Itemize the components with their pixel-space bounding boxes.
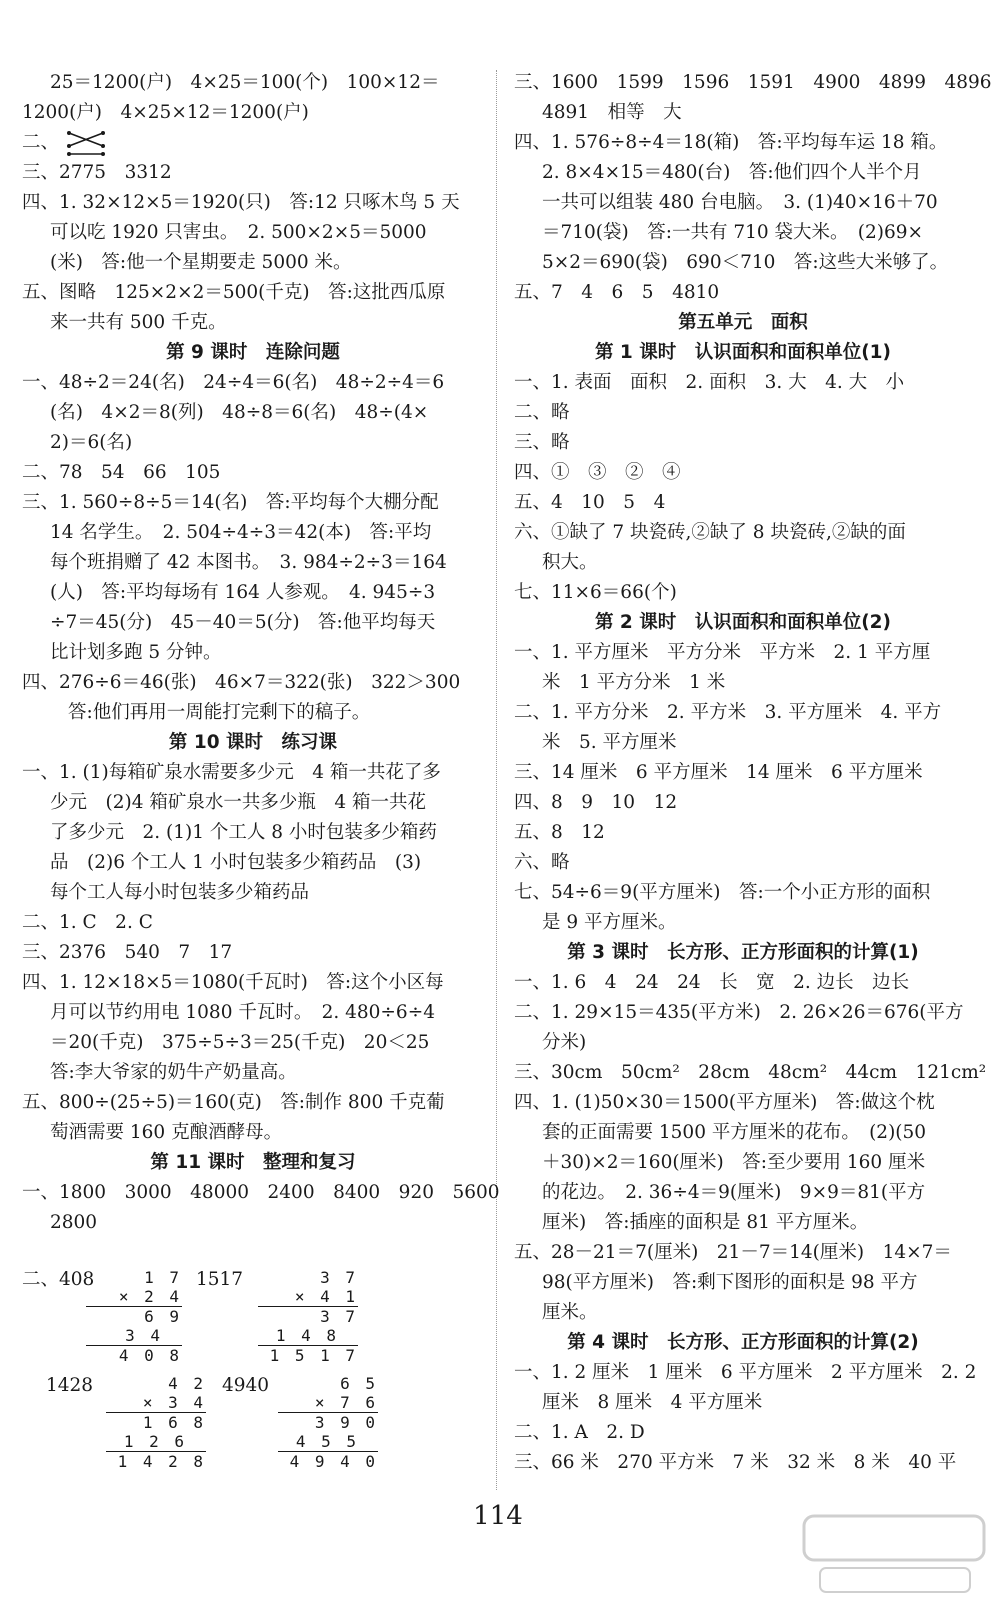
answer-line: 米 5. 平方厘米 xyxy=(542,732,677,753)
answer-line: 二、1. A 2. D xyxy=(514,1422,645,1443)
answer-line: 米 1 平方分米 1 米 xyxy=(542,672,726,693)
page-number: 114 xyxy=(473,1501,523,1531)
answer-line: 四、276÷6＝46(张) 46×7＝322(张) 322＞300 xyxy=(22,672,461,693)
calc-partial: 1 2 6 xyxy=(123,1432,187,1451)
answer-line: 14 名学生。 2. 504÷4÷3＝42(本) 答:平均 xyxy=(50,522,432,543)
answer-line: 积大。 xyxy=(542,552,598,573)
answer-line: 五、800÷(25÷5)＝160(克) 答:制作 800 千克葡 xyxy=(22,1092,445,1113)
answer-line: 分米) xyxy=(542,1032,587,1053)
answer-line: 厘米。 xyxy=(542,1302,598,1323)
watermark-logo-icon xyxy=(800,1510,990,1598)
answer-line: 每个班捐赠了 42 本图书。 3. 984÷2÷3＝164 xyxy=(50,552,447,573)
answer-line: ＋30)×2＝160(厘米) 答:至少要用 160 厘米 xyxy=(542,1152,926,1173)
answer-line: 2)＝6(名) xyxy=(50,432,133,453)
calc-result: 4 0 8 xyxy=(86,1345,182,1365)
answer-line: 比计划多跑 5 分钟。 xyxy=(50,642,222,663)
right-column xyxy=(514,68,992,1478)
calc-operand: 4 2 xyxy=(168,1374,206,1393)
calc-partial: 6 9 xyxy=(86,1306,182,1326)
calc-partial: 1 4 8 xyxy=(275,1326,339,1345)
lesson-heading: 第 10 课时 练习课 xyxy=(168,732,338,753)
lesson-heading: 第 2 课时 认识面积和面积单位(2) xyxy=(594,612,892,633)
calc-prefix: 二、408 xyxy=(22,1269,95,1290)
answer-line: 三、1. 560÷8÷5＝14(名) 答:平均每个大棚分配 xyxy=(22,492,439,513)
answer-line: 五、7 4 6 5 4810 xyxy=(514,282,720,303)
calc-partial: 3 9 0 xyxy=(278,1412,378,1432)
calc-operand: × 7 6 xyxy=(314,1393,378,1412)
lesson-heading: 第 3 课时 长方形、正方形面积的计算(1) xyxy=(567,942,919,963)
answer-line: ÷7＝45(分) 45－40＝5(分) 答:他平均每天 xyxy=(50,612,436,633)
answer-line: 三、66 米 270 平方米 7 米 32 米 8 米 40 平 xyxy=(514,1452,957,1473)
vertical-multiplication xyxy=(106,1374,206,1471)
answer-line: (人) 答:平均每场有 164 人参观。 4. 945÷3 xyxy=(50,582,436,603)
answer-line: 答:李大爷家的奶牛产奶量高。 xyxy=(50,1062,297,1083)
calc-partial: 1 6 8 xyxy=(106,1412,206,1432)
answer-line: 2. 8×4×15＝480(台) 答:他们四个人半个月 xyxy=(542,162,922,183)
answer-line: 98(平方厘米) 答:剩下图形的面积是 98 平方 xyxy=(542,1272,918,1293)
answer-line: 二、1. C 2. C xyxy=(22,912,153,933)
answer-line: 2800 xyxy=(50,1212,98,1233)
answer-line: 三、1600 1599 1596 1591 4900 4899 4896 xyxy=(514,72,992,93)
unit-heading: 第五单元 面积 xyxy=(678,312,808,333)
answer-line: 五、28－21＝7(厘米) 21－7＝14(厘米) 14×7＝ xyxy=(514,1242,952,1263)
answer-line: 四、1. 576÷8÷4＝18(箱) 答:平均每车运 18 箱。 xyxy=(514,132,948,153)
calc-partial: 3 4 xyxy=(125,1326,163,1345)
answer-line: 五、8 12 xyxy=(514,822,605,843)
answer-line: 套的正面需要 1500 平方厘米的花布。 (2)(50 xyxy=(542,1122,927,1143)
answer-line: 四、① ③ ② ④ xyxy=(514,462,681,483)
lesson-heading: 第 1 课时 认识面积和面积单位(1) xyxy=(594,342,892,363)
answer-line: 四、8 9 10 12 xyxy=(514,792,678,813)
answer-line: 二、78 54 66 105 xyxy=(22,462,221,483)
answer-line: 五、4 10 5 4 xyxy=(514,492,666,513)
answer-line: 七、54÷6＝9(平方厘米) 答:一个小正方形的面积 xyxy=(514,882,931,903)
answer-line: 六、①缺了 7 块瓷砖,②缺了 8 块瓷砖,②缺的面 xyxy=(514,522,906,543)
calc-operand: × 3 4 xyxy=(142,1393,206,1412)
calc-result-label: 1428 xyxy=(46,1375,94,1396)
calc-result: 4 9 4 0 xyxy=(278,1451,378,1471)
answer-line: 厘米) 答:插座的面积是 81 平方厘米。 xyxy=(542,1212,869,1233)
answer-line: 三、2376 540 7 17 xyxy=(22,942,233,963)
matching-lines-icon xyxy=(65,129,107,157)
calc-result-label: 4940 xyxy=(222,1375,270,1396)
answer-line: ＝710(袋) 答:一共有 710 袋大米。 (2)69× xyxy=(542,222,924,243)
answer-line: 二、1. 29×15＝435(平方米) 2. 26×26＝676(平方 xyxy=(514,1002,964,1023)
column-divider xyxy=(496,70,497,1490)
vertical-multiplication xyxy=(278,1374,378,1471)
answer-line: 5×2＝690(袋) 690＜710 答:这些大米够了。 xyxy=(542,252,949,273)
answer-line: 一、1. 平方厘米 平方分米 平方米 2. 1 平方厘 xyxy=(514,642,931,663)
answer-line: 是 9 平方厘米。 xyxy=(542,912,677,933)
calc-result-label: 1517 xyxy=(196,1269,244,1290)
answer-line: ＝20(千克) 375÷5÷3＝25(千克) 20＜25 xyxy=(50,1032,430,1053)
vertical-multiplication xyxy=(86,1268,182,1365)
answer-line: 五、图略 125×2×2＝500(千克) 答:这批西瓜原 xyxy=(22,282,446,303)
answer-line: 4891 相等 大 xyxy=(542,102,682,123)
answer-line: 四、1. 32×12×5＝1920(只) 答:12 只啄木鸟 5 天 xyxy=(22,192,460,213)
answer-line: 三、30cm 50cm² 28cm 48cm² 44cm 121cm² xyxy=(514,1062,987,1083)
answer-line: 四、1. 12×18×5＝1080(千瓦时) 答:这个小区每 xyxy=(22,972,444,993)
answer-line: 一、48÷2＝24(名) 24÷4＝6(名) 48÷2÷4＝6 xyxy=(22,372,445,393)
answer-line: 了多少元 2. (1)1 个工人 8 小时包装多少箱药 xyxy=(50,822,437,843)
answer-line: 少元 (2)4 箱矿泉水一共多少瓶 4 箱一共花 xyxy=(50,792,427,813)
answer-line: 每个工人每小时包装多少箱药品 xyxy=(50,882,310,903)
calc-result: 1 5 1 7 xyxy=(258,1345,358,1365)
left-column xyxy=(22,68,500,1238)
answer-line: 厘米 8 厘米 4 平方厘米 xyxy=(542,1392,763,1413)
answer-line: 二、1. 平方分米 2. 平方米 3. 平方厘米 4. 平方 xyxy=(514,702,942,723)
answer-line: 品 (2)6 个工人 1 小时包装多少箱药品 (3) xyxy=(50,852,422,873)
answer-line: 的花边。 2. 36÷4＝9(厘米) 9×9＝81(平方 xyxy=(542,1182,926,1203)
answer-line: 可以吃 1920 只害虫。 2. 500×2×5＝5000 xyxy=(50,222,427,243)
calc-result: 1 4 2 8 xyxy=(106,1451,206,1471)
answer-line: 一、1. 6 4 24 24 长 宽 2. 边长 边长 xyxy=(514,972,910,993)
answer-line: 一、1800 3000 48000 2400 8400 920 5600 xyxy=(22,1182,500,1203)
answer-line: 月可以节约用电 1080 千瓦时。 2. 480÷6÷4 xyxy=(50,1002,435,1023)
answer-line: 一、1. (1)每箱矿泉水需要多少元 4 箱一共花了多 xyxy=(22,762,441,783)
answer-line: 1200(户) 4×25×12＝1200(户) xyxy=(22,102,309,123)
answer-line: 六、略 xyxy=(514,852,570,873)
calc-operand: 1 7 xyxy=(144,1268,182,1287)
calc-operand: × 4 1 xyxy=(294,1287,358,1306)
answer-line: 三、略 xyxy=(514,432,570,453)
answer-line-prefix: 二、 xyxy=(22,132,60,153)
calc-operand: 3 7 xyxy=(320,1268,358,1287)
answer-line: 一、1. 2 厘米 1 厘米 6 平方厘米 2 平方厘米 2. 2 xyxy=(514,1362,977,1383)
answer-line: (米) 答:他一个星期要走 5000 米。 xyxy=(50,252,352,273)
answer-line: 七、11×6＝66(个) xyxy=(514,582,677,603)
answer-line: (名) 4×2＝8(列) 48÷8＝6(名) 48÷(4× xyxy=(50,402,429,423)
answer-line: 二、略 xyxy=(514,402,570,423)
answer-line: 萄酒需要 160 克酿酒酵母。 xyxy=(50,1122,283,1143)
calc-partial: 4 5 5 xyxy=(295,1432,359,1451)
answer-line: 三、2775 3312 xyxy=(22,162,172,183)
answer-line xyxy=(22,128,484,158)
vertical-multiplication xyxy=(258,1268,358,1365)
answer-line: 答:他们再用一周能打完剩下的稿子。 xyxy=(68,702,371,723)
lesson-heading: 第 4 课时 长方形、正方形面积的计算(2) xyxy=(567,1332,919,1353)
answer-line: 一共可以组装 480 台电脑。 3. (1)40×16＋70 xyxy=(542,192,938,213)
lesson-heading: 第 9 课时 连除问题 xyxy=(166,342,340,363)
answer-line: 一、1. 表面 面积 2. 面积 3. 大 4. 大 小 xyxy=(514,372,905,393)
calc-operand: 6 5 xyxy=(340,1374,378,1393)
answer-line: 25＝1200(户) 4×25＝100(个) 100×12＝ xyxy=(50,72,440,93)
answer-line: 四、1. (1)50×30＝1500(平方厘米) 答:做这个枕 xyxy=(514,1092,935,1113)
lesson-heading: 第 11 课时 整理和复习 xyxy=(150,1152,356,1173)
answer-line: 三、14 厘米 6 平方厘米 14 厘米 6 平方厘米 xyxy=(514,762,923,783)
answer-line: 来一共有 500 千克。 xyxy=(50,312,227,333)
calc-partial: 3 7 xyxy=(258,1306,358,1326)
calc-operand: × 2 4 xyxy=(118,1287,182,1306)
